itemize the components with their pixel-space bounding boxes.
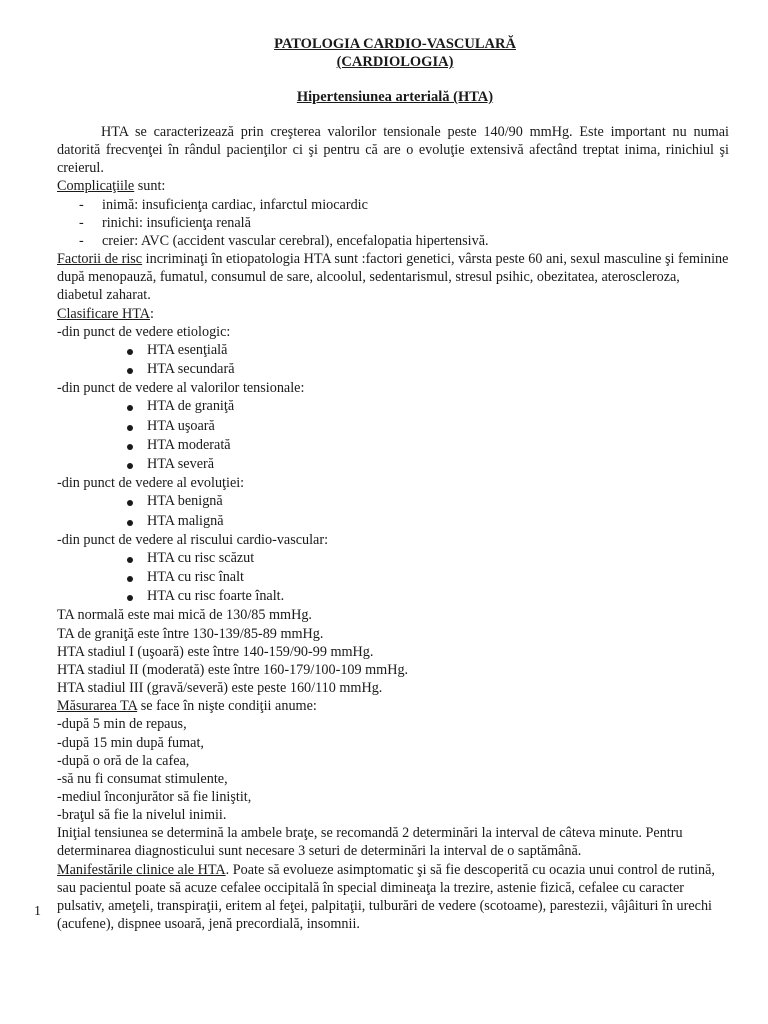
measurement-item: -după o oră de la cafea, xyxy=(57,752,190,769)
page-number: 1 xyxy=(34,904,41,919)
bullet-text: HTA secundară xyxy=(147,361,235,378)
bullet-text: HTA severă xyxy=(147,455,215,472)
bullet-text: HTA cu risc înalt xyxy=(147,569,244,586)
list-item-text: inimă: insuficienţa cardiac, infarctul miocardic xyxy=(102,196,368,213)
classification-group-label: -din punct de vedere al riscului cardio-vascular: xyxy=(57,531,329,548)
value-line: HTA stadiul III (gravă/severă) este peste 160/110 mmHg. xyxy=(57,680,383,697)
bullet-text: HTA uşoară xyxy=(147,417,215,434)
bullet-item xyxy=(57,360,729,379)
bullet-text: HTA malignă xyxy=(147,512,224,529)
manifestations-heading: Manifestările clinice ale HTA xyxy=(57,861,226,878)
bullet-text: HTA de graniţă xyxy=(147,398,235,415)
manifestations-text: . Poate să evolueze asimptomatic şi să fie descoperită cu ocazia unui control de rutină, sau pacientul poate să acuze cefalee occipitală în special dimineaţa la trezire, astenie fizică, cefalee cu caracter pulsativ, ameţeli, transpiraţii, eritem al feţei, palpitaţii, tulburări de vedere (scotoame), parestezii, vâjâituri în urechi (acufene), dispnee usoară, jenă precordială, insomnii. xyxy=(57,861,715,933)
measurement-heading-rest: se face în nişte condiţii anume: xyxy=(137,698,317,715)
bullet-text: HTA cu risc foarte înalt. xyxy=(147,588,285,605)
bullet-text: HTA benignă xyxy=(147,493,223,510)
risk-heading: Factorii de risc xyxy=(57,251,143,268)
risk-paragraph xyxy=(57,250,729,304)
complications-heading-rest: sunt: xyxy=(134,178,166,195)
bullet-item xyxy=(57,492,729,511)
bullet-item xyxy=(57,455,729,474)
list-item: - inimă: insuficienţa cardiac, infarctul miocardic xyxy=(79,196,368,213)
page-title: PATOLOGIA CARDIO-VASCULARĂ xyxy=(274,36,516,52)
classification-group-label: -din punct de vedere etiologic: xyxy=(57,323,231,340)
risk-text: incriminaţi în etiopatologia HTA sunt :factori genetici, vârsta peste 60 ani, sexul masculine şi feminine după menopauză, fumatul, consumul de sare, alcoolul, sedentarismul, stresul psihic, obezitatea, ateroscleroza, diabetul zaharat. xyxy=(57,251,729,304)
list-item-text: rinichi: insuficienţa renală xyxy=(102,214,251,231)
classification-heading xyxy=(57,305,729,323)
page-title-subline: (CARDIOLOGIA) xyxy=(336,54,454,70)
bullet-item xyxy=(57,587,729,606)
classification-group-label: -din punct de vedere al valorilor tensionale: xyxy=(57,380,305,397)
measurement-note: Iniţial tensiunea se determină la ambele braţe, se recomandă 2 determinări la interval de câteva minute. Pentru determinarea diagnosticului sunt necesare 3 seturi de determinări la interval de o saptămână. xyxy=(57,825,683,860)
document-body xyxy=(57,123,729,933)
complications-heading-label: Complicaţiile xyxy=(57,178,135,195)
bullet-item xyxy=(57,397,729,416)
bullet-item xyxy=(57,417,729,436)
bullet-item xyxy=(57,512,729,531)
bullet-item xyxy=(57,549,729,568)
bullet-text: HTA cu risc scăzut xyxy=(147,549,255,566)
measurement-item: -braţul să fie la nivelul inimii. xyxy=(57,807,227,824)
bullet-item xyxy=(57,568,729,587)
classification-heading-label: Clasificare HTA xyxy=(57,305,151,322)
list-item: - rinichi: insuficienţa renală xyxy=(79,214,251,231)
value-line: HTA stadiul I (uşoară) este între 140-159/90-99 mmHg. xyxy=(57,643,374,660)
measurement-heading xyxy=(57,697,729,715)
classification-group-label: -din punct de vedere al evoluţiei: xyxy=(57,475,245,492)
value-line: HTA stadiul II (moderată) este între 160-179/100-109 mmHg. xyxy=(57,661,409,678)
measurement-item: -după 15 min după fumat, xyxy=(57,734,204,751)
list-item: - creier: AVC (accident vascular cerebral), encefalopatia hipertensivă. xyxy=(79,232,489,249)
section-title: Hipertensiunea arterială (HTA) xyxy=(296,89,494,105)
measurement-item: -să nu fi consumat stimulente, xyxy=(57,770,228,787)
intro-paragraph: HTA se caracterizează prin creşterea valorilor tensionale peste 140/90 mmHg. Este important nu numai datorită frecvenţei în rândul pacienţilor ci şi pentru că are o evoluţie extensivă afectând treptat inima, rinichiul şi creierul. xyxy=(57,124,729,177)
bullet-item xyxy=(57,436,729,455)
bullet-text: HTA moderată xyxy=(147,436,231,453)
measurement-item: -mediul înconjurător să fie liniştit, xyxy=(57,788,252,805)
manifestations-paragraph xyxy=(57,861,729,934)
complications-heading xyxy=(57,177,729,195)
measurement-heading-label: Măsurarea TA xyxy=(57,698,138,715)
bullet-item xyxy=(57,341,729,360)
bullet-text: HTA esenţială xyxy=(147,341,228,358)
measurement-item: -după 5 min de repaus, xyxy=(57,716,187,733)
value-line: TA de graniţă este între 130-139/85-89 mmHg. xyxy=(57,625,324,642)
classification-heading-rest: : xyxy=(150,305,154,322)
list-item-text: creier: AVC (accident vascular cerebral), encefalopatia hipertensivă. xyxy=(102,232,489,249)
value-line: TA normală este mai mică de 130/85 mmHg. xyxy=(57,607,312,624)
